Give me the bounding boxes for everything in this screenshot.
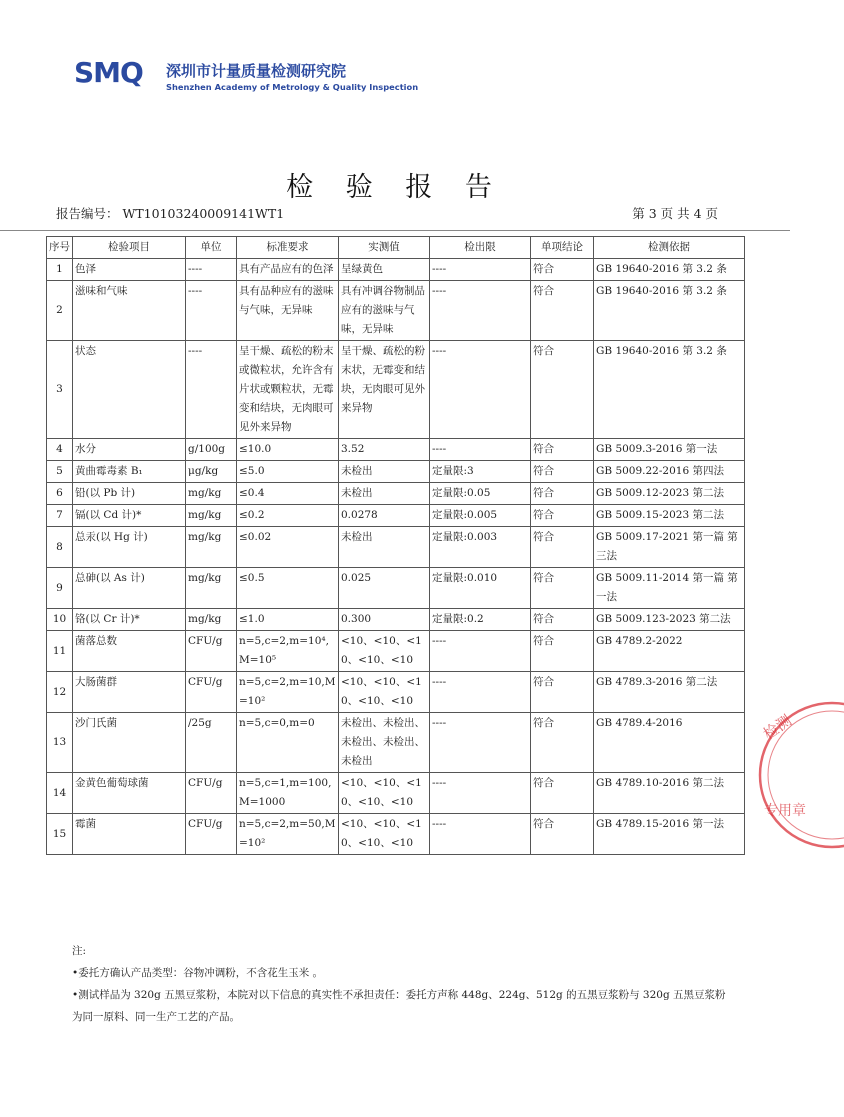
table-cell: 符合 (531, 814, 594, 855)
table-cell: GB 19640-2016 第 3.2 条 (594, 281, 745, 341)
table-row (47, 713, 745, 773)
table-cell: 符合 (531, 439, 594, 461)
table-row (47, 568, 745, 609)
table-cell: 符合 (531, 568, 594, 609)
table-cell: 铅(以 Pb 计) (73, 483, 186, 505)
table-row (47, 505, 745, 527)
table-cell: ≤1.0 (237, 609, 339, 631)
table-cell: ---- (430, 281, 531, 341)
table-cell: ---- (430, 672, 531, 713)
table-cell: <10、<10、<10、<10、<10 (339, 672, 430, 713)
table-cell: 9 (47, 568, 73, 609)
table-cell: 总汞(以 Hg 计) (73, 527, 186, 568)
org-name-en: Shenzhen Academy of Metrology & Quality Inspection (166, 82, 419, 92)
notes-label: 注: (72, 945, 87, 957)
table-cell: 大肠菌群 (73, 672, 186, 713)
table-cell: CFU/g (186, 773, 237, 814)
table-cell: ---- (186, 281, 237, 341)
table-cell: ---- (186, 259, 237, 281)
results-table (46, 236, 745, 855)
table-cell: ≤0.02 (237, 527, 339, 568)
report-number-value: WT10103240009141WT1 (122, 206, 285, 221)
table-cell: ≤0.2 (237, 505, 339, 527)
table-cell: 具有冲调谷物制品应有的滋味与气味，无异味 (339, 281, 430, 341)
col-header: 单位 (186, 237, 237, 259)
table-cell: 10 (47, 609, 73, 631)
table-cell: 符合 (531, 631, 594, 672)
table-cell: 7 (47, 505, 73, 527)
table-cell: 呈干燥、疏松的粉末或微粒状，允许含有片状或颗粒状，无霉变和结块，无肉眼可见外来异物 (237, 341, 339, 439)
table-cell: 具有产品应有的色泽 (237, 259, 339, 281)
table-cell: 定量限:0.010 (430, 568, 531, 609)
report-number (56, 204, 284, 222)
table-cell: 未检出 (339, 527, 430, 568)
table-cell: 具有品种应有的滋味与气味，无异味 (237, 281, 339, 341)
table-cell: ---- (430, 439, 531, 461)
table-cell: 0.300 (339, 609, 430, 631)
table-cell: 8 (47, 527, 73, 568)
table-row (47, 259, 745, 281)
table-row (47, 281, 745, 341)
table-cell: 符合 (531, 672, 594, 713)
table-cell: GB 19640-2016 第 3.2 条 (594, 341, 745, 439)
table-cell: mg/kg (186, 483, 237, 505)
table-cell: <10、<10、<10、<10、<10 (339, 814, 430, 855)
table-cell: 符合 (531, 483, 594, 505)
table-cell: 11 (47, 631, 73, 672)
table-cell: 符合 (531, 527, 594, 568)
table-cell: 金黄色葡萄球菌 (73, 773, 186, 814)
table-cell: n=5,c=2,m=10,M=10² (237, 672, 339, 713)
table-cell: ---- (430, 773, 531, 814)
table-cell: 13 (47, 713, 73, 773)
report-title: 检 验 报 告 (286, 172, 504, 203)
table-cell: 12 (47, 672, 73, 713)
col-header: 检验项目 (73, 237, 186, 259)
org-name-cn: 深圳市计量质量检测研究院 (166, 62, 347, 80)
table-cell: 总砷(以 As 计) (73, 568, 186, 609)
table-cell: 定量限:0.003 (430, 527, 531, 568)
table-cell: GB 5009.11-2014 第一篇 第一法 (594, 568, 745, 609)
table-cell: <10、<10、<10、<10、<10 (339, 631, 430, 672)
col-header: 标准要求 (237, 237, 339, 259)
table-cell: μg/kg (186, 461, 237, 483)
table-cell: ---- (430, 341, 531, 439)
table-cell: n=5,c=2,m=50,M=10² (237, 814, 339, 855)
svg-text:检测: 检测 (759, 711, 795, 744)
table-cell: 铬(以 Cr 计)* (73, 609, 186, 631)
table-cell: 符合 (531, 505, 594, 527)
table-cell: 镉(以 Cd 计)* (73, 505, 186, 527)
table-cell: ≤10.0 (237, 439, 339, 461)
table-cell: GB 5009.22-2016 第四法 (594, 461, 745, 483)
table-cell: ≤0.5 (237, 568, 339, 609)
table-row (47, 631, 745, 672)
table-cell: GB 5009.15-2023 第二法 (594, 505, 745, 527)
table-cell: mg/kg (186, 568, 237, 609)
report-number-label: 报告编号： (56, 206, 119, 221)
table-cell: 符合 (531, 259, 594, 281)
table-cell: 状态 (73, 341, 186, 439)
col-header: 检测依据 (594, 237, 745, 259)
table-cell: 未检出 (339, 461, 430, 483)
table-cell: CFU/g (186, 814, 237, 855)
table-row (47, 609, 745, 631)
table-row (47, 672, 745, 713)
table-cell: ---- (430, 814, 531, 855)
table-cell: GB 5009.123-2023 第二法 (594, 609, 745, 631)
table-cell: GB 19640-2016 第 3.2 条 (594, 259, 745, 281)
table-cell: 霉菌 (73, 814, 186, 855)
table-cell: 未检出、未检出、未检出、未检出、未检出 (339, 713, 430, 773)
table-cell: GB 5009.3-2016 第一法 (594, 439, 745, 461)
table-cell: ---- (430, 713, 531, 773)
table-cell: n=5,c=1,m=100,M=1000 (237, 773, 339, 814)
table-cell: n=5,c=0,m=0 (237, 713, 339, 773)
page-indicator: 第 3 页 共 4 页 (632, 206, 718, 221)
table-cell: <10、<10、<10、<10、<10 (339, 773, 430, 814)
table-cell: 滋味和气味 (73, 281, 186, 341)
col-header: 实测值 (339, 237, 430, 259)
table-cell: 符合 (531, 773, 594, 814)
table-cell: 3.52 (339, 439, 430, 461)
table-cell: /25g (186, 713, 237, 773)
table-cell: 菌落总数 (73, 631, 186, 672)
table-cell: 0.0278 (339, 505, 430, 527)
table-row (47, 483, 745, 505)
table-cell: GB 4789.10-2016 第二法 (594, 773, 745, 814)
table-cell: ≤0.4 (237, 483, 339, 505)
logo-mark: SMQ (74, 56, 143, 89)
table-cell: 1 (47, 259, 73, 281)
table-cell: 符合 (531, 281, 594, 341)
table-row (47, 527, 745, 568)
table-cell: CFU/g (186, 672, 237, 713)
table-cell: 15 (47, 814, 73, 855)
table-cell: 14 (47, 773, 73, 814)
table-cell: 0.025 (339, 568, 430, 609)
table-cell: 沙门氏菌 (73, 713, 186, 773)
table-cell: 4 (47, 439, 73, 461)
table-row (47, 814, 745, 855)
note-item: •委托方确认产品类型：谷物冲调粉，不含花生玉米 。 (72, 967, 324, 979)
table-cell: 符合 (531, 341, 594, 439)
table-header-row (47, 237, 745, 259)
table-cell: mg/kg (186, 527, 237, 568)
col-header: 序号 (47, 237, 73, 259)
table-cell: GB 4789.15-2016 第一法 (594, 814, 745, 855)
table-cell: 2 (47, 281, 73, 341)
table-cell: 符合 (531, 713, 594, 773)
header-divider (0, 230, 790, 231)
table-row (47, 461, 745, 483)
table-cell: ---- (186, 341, 237, 439)
table-cell: GB 4789.3-2016 第二法 (594, 672, 745, 713)
table-cell: 符合 (531, 609, 594, 631)
table-cell: 符合 (531, 461, 594, 483)
table-cell: ≤5.0 (237, 461, 339, 483)
table-cell: 定量限:0.005 (430, 505, 531, 527)
table-cell: 定量限:3 (430, 461, 531, 483)
org-logo (74, 56, 419, 100)
table-cell: mg/kg (186, 609, 237, 631)
table-cell: n=5,c=2,m=10⁴,M=10⁵ (237, 631, 339, 672)
table-cell: GB 5009.17-2021 第一篇 第三法 (594, 527, 745, 568)
table-cell: 色泽 (73, 259, 186, 281)
table-cell: 黄曲霉毒素 B₁ (73, 461, 186, 483)
table-cell: 定量限:0.05 (430, 483, 531, 505)
table-row (47, 341, 745, 439)
table-cell: GB 4789.2-2022 (594, 631, 745, 672)
table-cell: mg/kg (186, 505, 237, 527)
table-cell: ---- (430, 259, 531, 281)
seal-stamp (754, 700, 844, 850)
col-header: 单项结论 (531, 237, 594, 259)
table-cell: 5 (47, 461, 73, 483)
table-cell: 定量限:0.2 (430, 609, 531, 631)
table-row (47, 773, 745, 814)
table-cell: CFU/g (186, 631, 237, 672)
notes (72, 940, 732, 1028)
table-cell: GB 5009.12-2023 第二法 (594, 483, 745, 505)
table-row (47, 439, 745, 461)
table-cell: 呈干燥、疏松的粉末状，无霉变和结块，无肉眼可见外来异物 (339, 341, 430, 439)
table-cell: g/100g (186, 439, 237, 461)
table-cell: 6 (47, 483, 73, 505)
table-cell: ---- (430, 631, 531, 672)
col-header: 检出限 (430, 237, 531, 259)
table-cell: 3 (47, 341, 73, 439)
svg-text:专用章: 专用章 (764, 803, 806, 819)
table-cell: 呈绿黄色 (339, 259, 430, 281)
table-cell: 水分 (73, 439, 186, 461)
table-cell: GB 4789.4-2016 (594, 713, 745, 773)
note-item: •测试样品为 320g 五黑豆浆粉，本院对以下信息的真实性不承担责任：委托方声称 448g、224g、512g 的五黑豆浆粉与 320g 五黑豆浆粉为同一原料、同一生产工艺的产品。 (72, 989, 726, 1023)
table-cell: 未检出 (339, 483, 430, 505)
